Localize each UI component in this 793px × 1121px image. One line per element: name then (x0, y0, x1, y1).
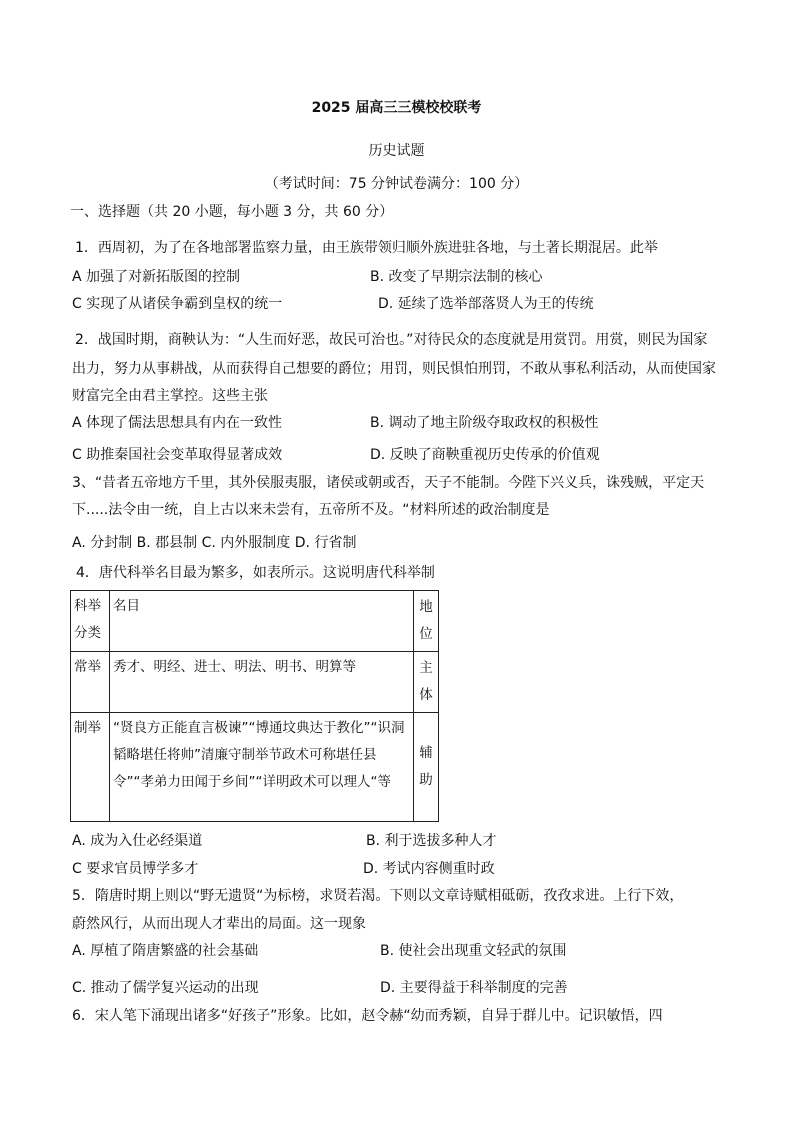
q1-option-b: B. 改变了早期宗法制的核心 (370, 269, 543, 285)
q1-stem: 1．西周初，为了在各地部署监察力量，由王族带领归顺外族进驻各地，与土著长期混居。此举 (75, 240, 658, 256)
subject-title: 历史试题 (368, 143, 425, 159)
q2-stem-line-1: 2．战国时期，商鞅认为：“人生而好恶，故民可治也。”对待民众的态度就是用赏罚。用赏，则民为国家 (75, 332, 708, 348)
q2-option-a: A 体现了儒法思想具有内在一致性 (72, 415, 283, 431)
table-cell: 秀才、明经、进士、明法、明书、明算等 (110, 652, 414, 713)
q3-stem-line-2: 下.....法令由一统，自上古以来未尝有，五帝所不及。“材料所述的政治制度是 (72, 502, 550, 518)
q2-stem-line-2: 出力，努力从事耕战，从而获得自己想要的爵位；用罚，则民惧怕刑罚，不敢从事私利活动，从而使国家 (72, 361, 716, 377)
table-header-cell: 名目 (110, 591, 414, 652)
q2-option-d: D. 反映了商鞅重视历史传承的价值观 (370, 447, 600, 463)
exam-title: 2025 届高三三模校校联考 (311, 100, 482, 116)
q5-option-c: C. 推动了儒学复兴运动的出现 (72, 980, 259, 996)
section-heading: 一、选择题（共 20 小题，每小题 3 分，共 60 分） (70, 204, 394, 220)
table-cell: 常举 (71, 652, 110, 713)
exam-info: （考试时间：75 分钟试卷满分：100 分） (264, 176, 529, 192)
q5-option-b: B. 使社会出现重文轻武的氛围 (380, 943, 567, 959)
q1-option-a: A 加强了对新拓版图的控制 (72, 269, 241, 285)
q5-stem-line-1: 5．隋唐时期上则以“野无遗贤“为标榜，求贤若渴。下则以文章诗赋相砥砺，孜孜求进。上行下效， (72, 888, 684, 904)
q3-stem-line-1: 3、“昔者五帝地方千里，其外侯服夷服，诸侯或朝或否，天子不能制。今陛下兴义兵，诛残贼，平定天 (72, 475, 705, 491)
q4-stem: 4．唐代科举名目最为繁多，如表所示。这说明唐代科举制 (76, 565, 435, 581)
table-cell: “贤良方正能直言极谏”“博通坟典达于教化”“识洞韬略堪任将帅”清廉守制举节政术可称堪任县令”“孝弟力田闻于乡间”“详明政术可以理人“等 (110, 713, 414, 822)
table-header-cell: 地位 (414, 591, 439, 652)
table-cell: 辅助 (414, 713, 439, 822)
table-header-row (71, 591, 439, 652)
q1-option-d: D. 延续了选举部落贤人为王的传统 (378, 296, 594, 312)
table-row (71, 713, 439, 822)
q3-options: A. 分封制 B. 郡县制 C. 内外服制度 D. 行省制 (72, 535, 357, 551)
q2-option-c: C 助推秦国社会变革取得显著成效 (72, 447, 283, 463)
q5-option-a: A. 厚植了隋唐繁盛的社会基础 (72, 943, 259, 959)
q4-option-a: A. 成为入仕必经渠道 (72, 833, 203, 849)
q2-option-b: B. 调动了地主阶级夺取政权的积极性 (370, 415, 599, 431)
table-cell: 主体 (414, 652, 439, 713)
q5-option-d: D. 主要得益于科举制度的完善 (380, 980, 568, 996)
q4-option-b: B. 利于选拔多种人才 (366, 833, 497, 849)
q5-stem-line-2: 蔚然风行，从而出现人才辈出的局面。这一现象 (72, 916, 366, 932)
q6-stem-line-1: 6．宋人笔下涌现出诸多“好孩子”形象。比如，赵令赫“幼而秀颖，自异于群儿中。记识敏悟，四 (72, 1008, 663, 1024)
q4-option-c: C 要求官员博学多才 (72, 861, 199, 877)
table-row (71, 652, 439, 713)
q4-option-d: D. 考试内容侧重时政 (363, 861, 495, 877)
table-header-cell: 科举分类 (71, 591, 110, 652)
table-cell: 制举 (71, 713, 110, 822)
q1-option-c: C 实现了从诸侯争霸到皇权的统一 (72, 296, 283, 312)
q4-table (70, 590, 439, 822)
q2-stem-line-3: 财富完全由君主掌控。这些主张 (72, 388, 268, 404)
